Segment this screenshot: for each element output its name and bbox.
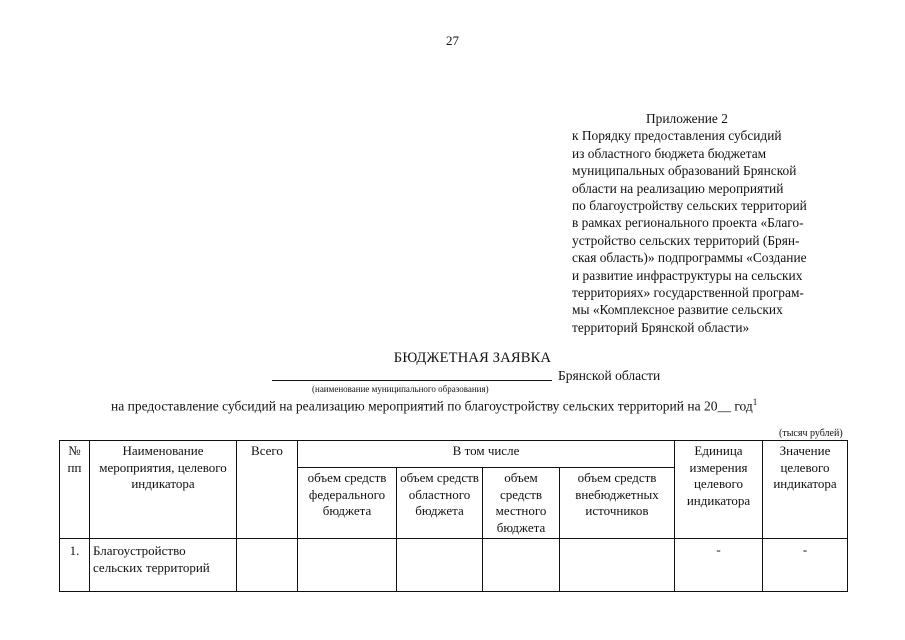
purpose-line: [111, 397, 757, 415]
cell-extra: [560, 539, 675, 592]
appendix-line: в рамках регионального проекта «Благо-: [572, 215, 804, 231]
appendix-line: устройство сельских территорий (Брян-: [572, 232, 800, 248]
units-label: (тысяч рублей): [779, 428, 843, 439]
table-row: [60, 539, 848, 592]
page-number: 27: [446, 33, 459, 48]
header-name: Наименование мероприятия, целевого индикатора: [90, 441, 237, 539]
appendix-line: по благоустройству сельских территорий: [572, 198, 807, 214]
document-title: БЮДЖЕТНАЯ ЗАЯВКА: [393, 350, 552, 366]
municipality-caption: (наименование муниципального образования): [312, 384, 489, 394]
purpose-text: на предоставление субсидий на реализацию мероприятий по благоустройству сельских территорий на 20__ год: [111, 398, 753, 414]
header-extra: объем средств внебюджетных источников: [560, 468, 675, 539]
appendix-line: к Порядку предоставления субсидий: [572, 128, 782, 144]
cell-local: [483, 539, 560, 592]
region-label: Брянской области: [558, 368, 661, 383]
header-regional: объем средств областного бюджета: [397, 468, 483, 539]
appendix-line: ская область)» подпрограммы «Создание: [572, 250, 807, 266]
header-unit: Единица измерения целевого индикатора: [675, 441, 763, 539]
appendix-line: области на реализацию мероприятий: [572, 180, 784, 196]
header-federal: объем средств федерального бюджета: [298, 468, 397, 539]
header-total: Всего: [237, 441, 298, 539]
header-num: № пп: [60, 441, 90, 539]
cell-num: 1.: [60, 539, 90, 592]
header-value: Значение целевого индикатора: [763, 441, 848, 539]
cell-federal: [298, 539, 397, 592]
appendix-line: и развитие инфраструктуры на сельских: [572, 267, 803, 283]
appendix-line: муниципальных образований Брянской: [572, 163, 797, 179]
cell-total: [237, 539, 298, 592]
appendix-block: [572, 110, 852, 336]
appendix-line: мы «Комплексное развитие сельских: [572, 302, 783, 318]
header-including: В том числе: [298, 441, 675, 468]
cell-value: -: [763, 539, 848, 592]
budget-table: [59, 440, 848, 592]
footnote-marker: 1: [752, 397, 758, 407]
appendix-line: территориях» государственной програм-: [572, 285, 804, 301]
appendix-line: из областного бюджета бюджетам: [572, 145, 767, 161]
header-local: объем средств местного бюджета: [483, 468, 560, 539]
appendix-title: Приложение 2: [646, 111, 728, 126]
cell-name: Благоустройство сельских территорий: [90, 539, 237, 592]
appendix-line: территорий Брянской области»: [572, 319, 750, 335]
cell-regional: [397, 539, 483, 592]
cell-unit: -: [675, 539, 763, 592]
municipality-blank-line: [272, 380, 552, 381]
